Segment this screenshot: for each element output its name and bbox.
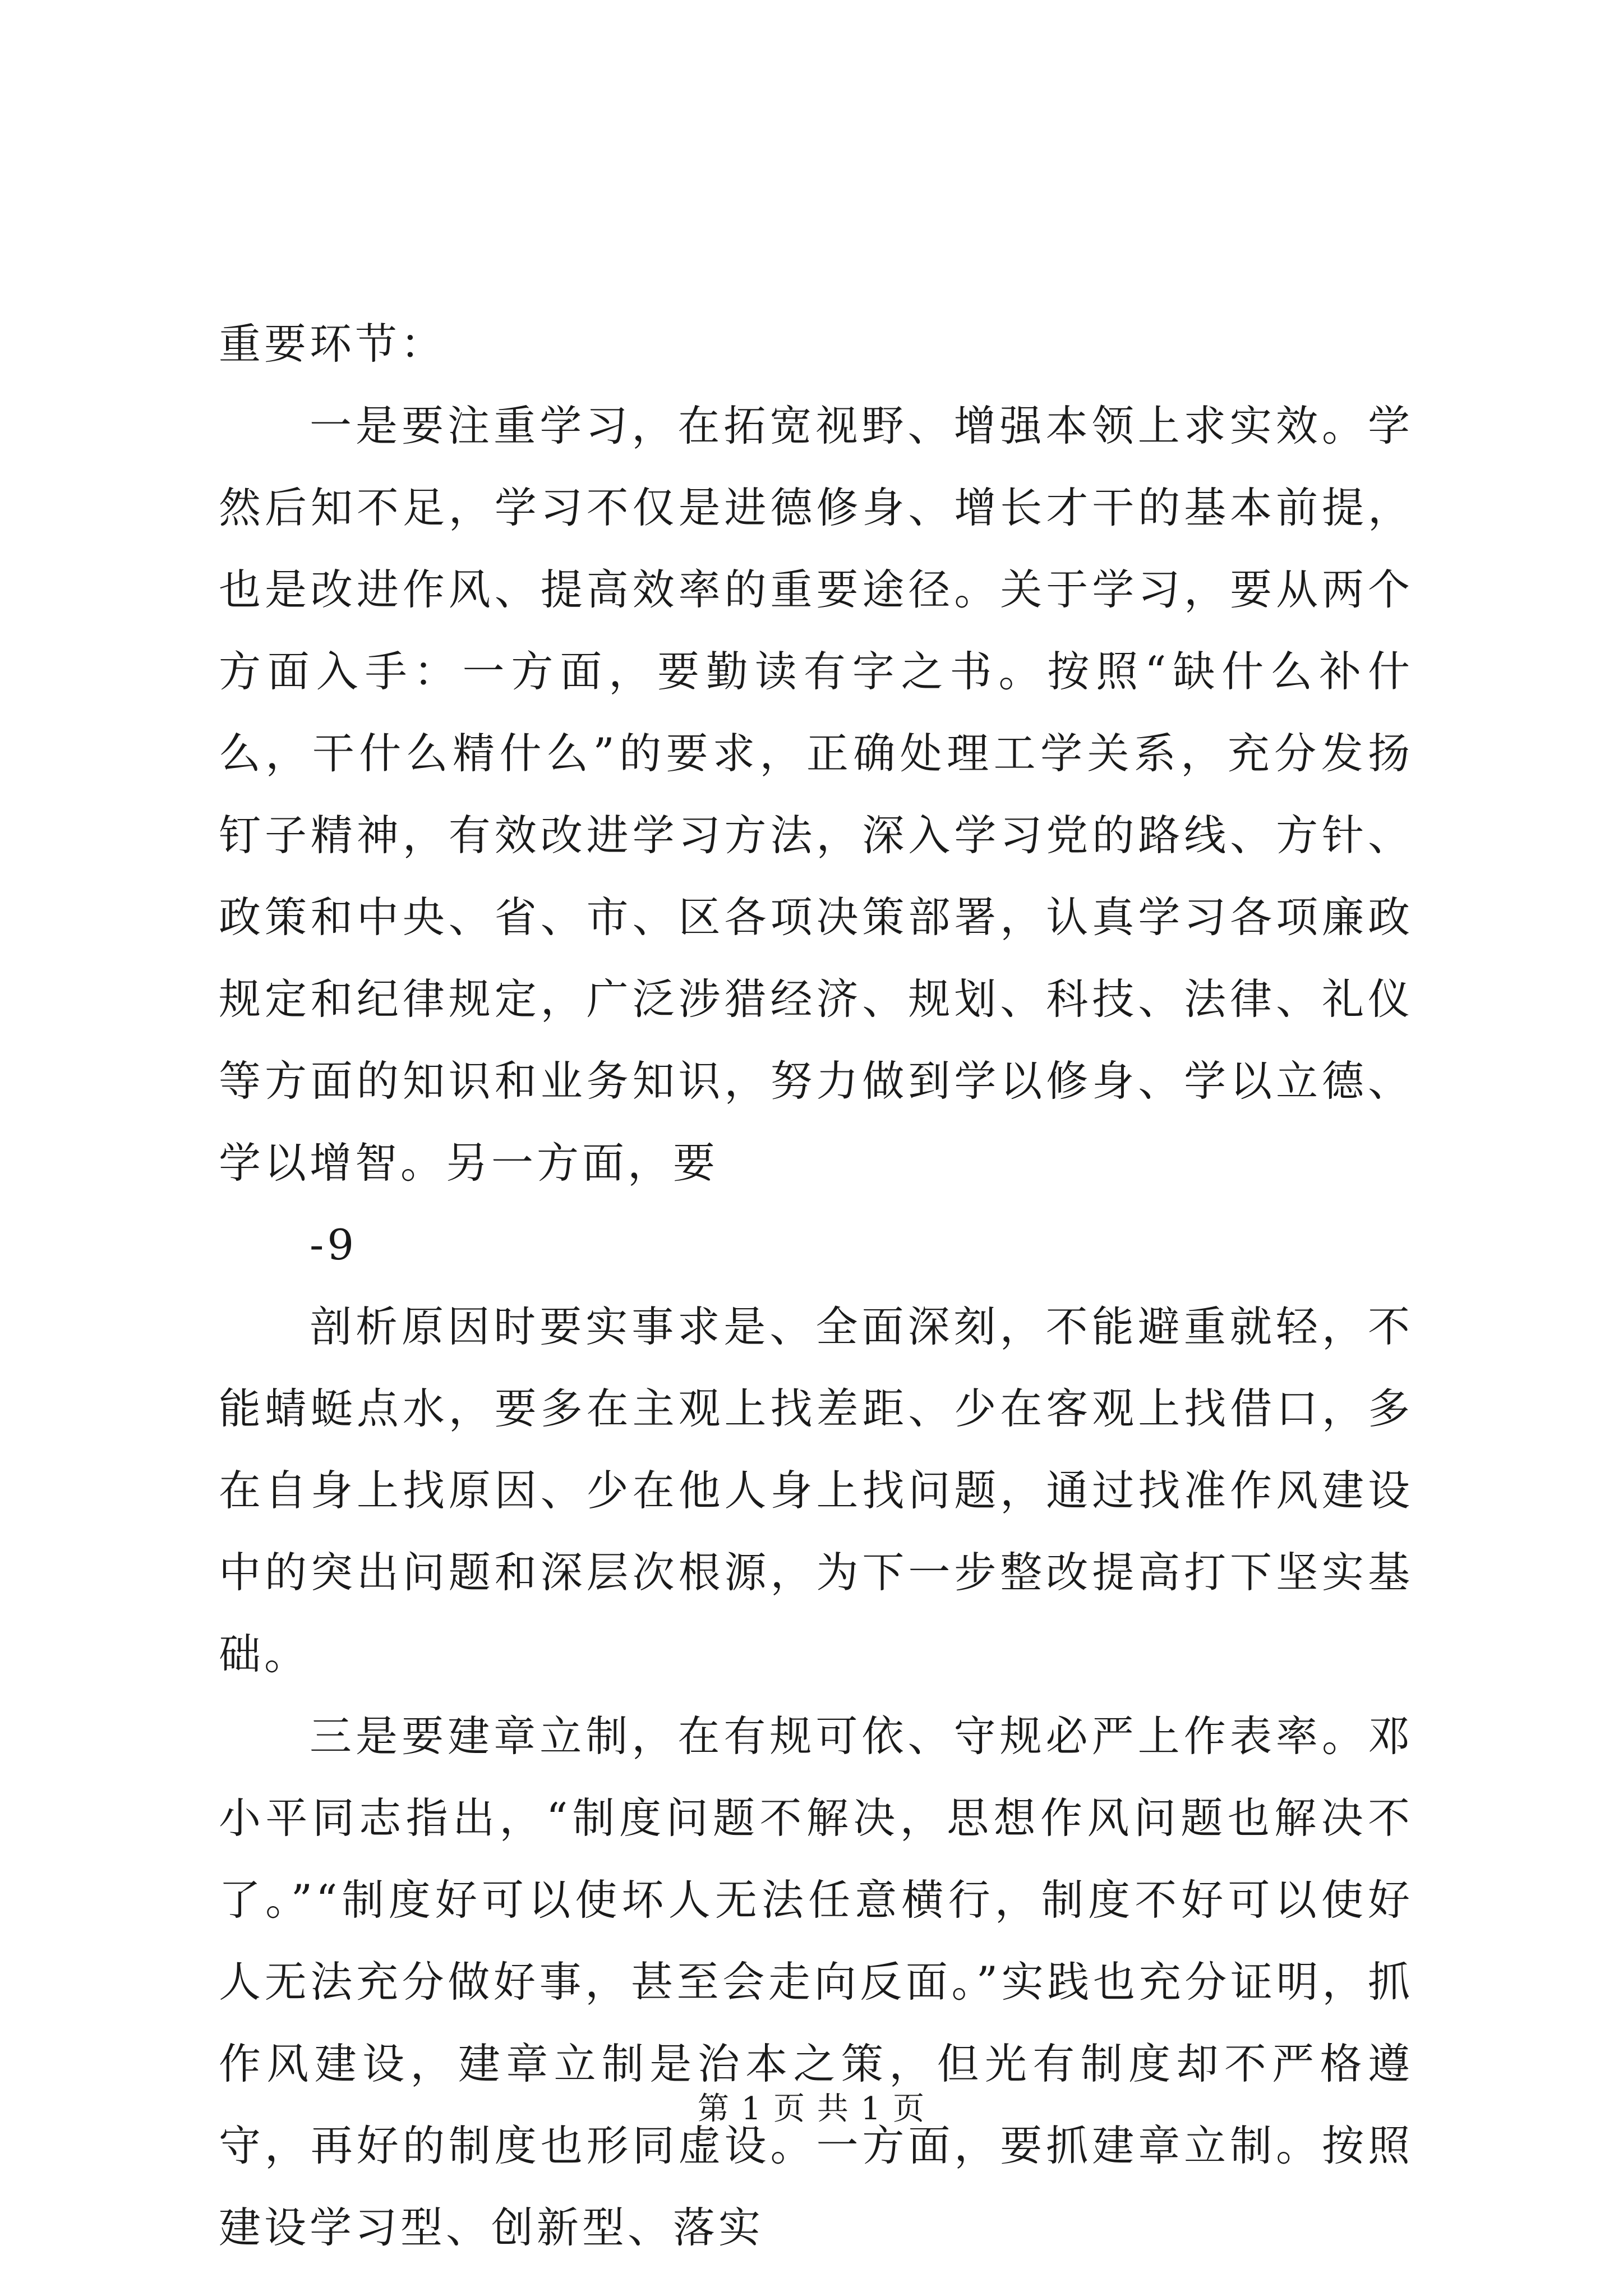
paragraph-rules: 三是要建章立制，在有规可依、守规必严上作表率。邓小平同志指出，“制度问题不解决，思想作风问题也解决不了。”“制度好可以使坏人无法任意横行，制度不好可以使好人无法充分做好事，甚至会走向反面。”实践也充分证明，抓作风建设，建章立制是治本之策，但光有制度却不严格遵守，再好的制度也形同虚设。一方面，要抓建章立制。按照建设学习型、创新型、落实 xyxy=(219,1711,1413,2252)
paragraph-heading-fragment: 重要环节： xyxy=(219,319,446,369)
paragraph-study: 一是要注重学习，在拓宽视野、增强本领上求实效。学然后知不足，学习不仅是进德修身、增长才干的基本前提，也是改进作风、提高效率的重要途径。关于学习，要从两个方面入手：一方面，要勤读有字之书。按照“缺什么补什么，干什么精什么”的要求，正确处理工学关系，充分发扬钉子精神，有效改进学习方法，深入学习党的路线、方针、政策和中央、省、市、区各项决策部署，认真学习各项廉政规定和纪律规定，广泛涉猎经济、规划、科技、法律、礼仪等方面的知识和业务知识，努力做到学以修身、学以立德、学以增智。另一方面，要 xyxy=(219,401,1413,1188)
document-body xyxy=(219,303,1413,2269)
page-break-marker: -9 xyxy=(310,1220,358,1269)
page-number: 第 1 页 共 1 页 xyxy=(697,2091,926,2127)
paragraph-analysis: 剖析原因时要实事求是、全面深刻，不能避重就轻，不能蜻蜓点水，要多在主观上找差距、少在客观上找借口，多在自身上找原因、少在他人身上找问题，通过找准作风建设中的突出问题和深层次根源，为下一步整改提高打下坚实基础。 xyxy=(219,1302,1413,1679)
